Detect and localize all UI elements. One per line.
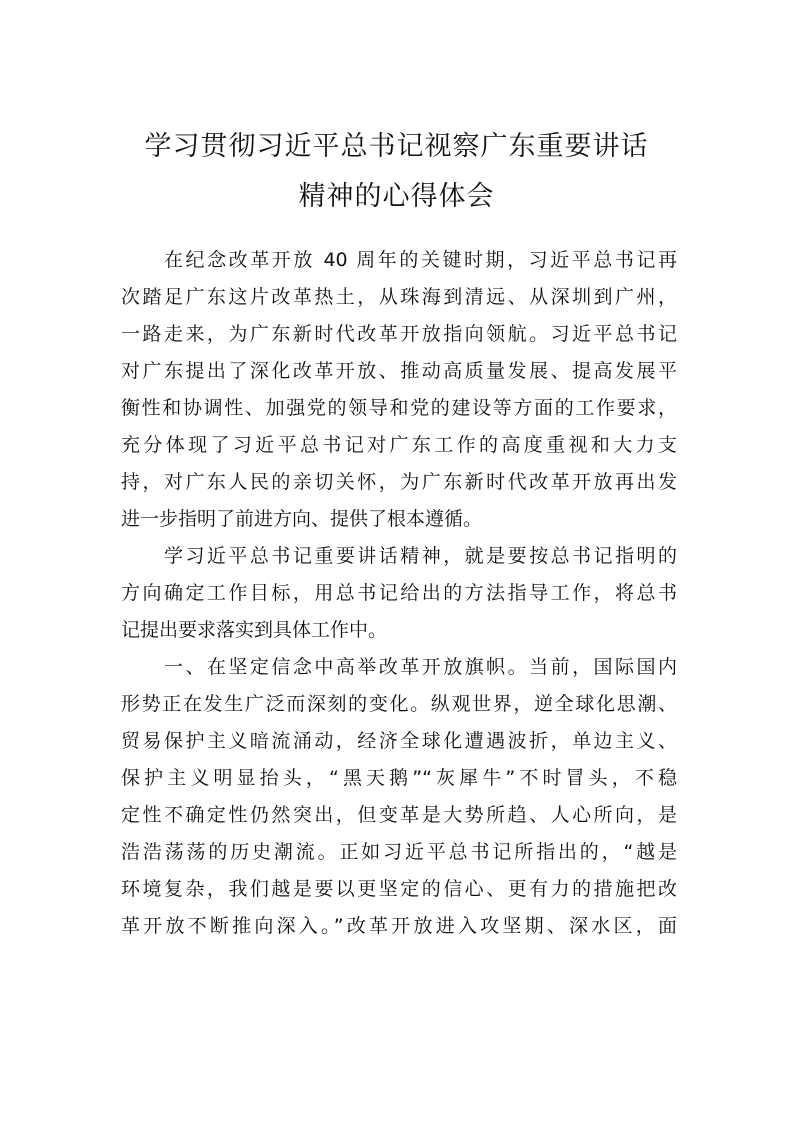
text-line: 贸易保护主义暗流涌动，经济全球化遭遇波折，单边主义、 xyxy=(121,730,677,752)
text-line: 形势正在发生广泛而深刻的变化。纵观世界，逆全球化思潮、 xyxy=(121,693,677,715)
text-line: 衡性和协调性、加强党的领导和党的建设等方面的工作要求， xyxy=(121,397,677,419)
text-line: 浩浩荡荡的历史潮流。正如习近平总书记所指出的，“越是 xyxy=(121,841,677,863)
text-line: 记提出要求落实到具体工作中。 xyxy=(121,619,388,641)
text-line: 保护主义明显抬头，“黑天鹅”“灰犀牛”不时冒头，不稳 xyxy=(121,767,677,789)
text-line: 一、在坚定信念中高举改革开放旗帜。当前，国际国内 xyxy=(164,656,677,678)
text-line: 一路走来，为广东新时代改革开放指向领航。习近平总书记 xyxy=(121,323,677,345)
text-line: 定性不确定性仍然突出，但变革是大势所趋、人心所向，是 xyxy=(121,804,677,826)
title-line-2: 精神的心得体会 xyxy=(298,181,495,212)
text-line: 方向确定工作目标，用总书记给出的方法指导工作，将总书 xyxy=(121,582,677,604)
text-line: 进一步指明了前进方向、提供了根本遵循。 xyxy=(121,508,483,530)
text-line: 充分体现了习近平总书记对广东工作的高度重视和大力支 xyxy=(121,434,677,456)
text-line: 持，对广东人民的亲切关怀，为广东新时代改革开放再出发 xyxy=(121,471,677,493)
paragraph-3 xyxy=(121,649,677,945)
text-line: 学习近平总书记重要讲话精神，就是要按总书记指明的 xyxy=(164,545,677,567)
text-line: 环境复杂，我们越是要以更坚定的信心、更有力的措施把改 xyxy=(121,878,677,900)
paragraph-1 xyxy=(121,242,677,538)
paragraph-2 xyxy=(121,538,677,649)
document-body xyxy=(121,242,677,945)
title-line-1: 学习贯彻习近平总书记视察广东重要讲话 xyxy=(144,131,649,162)
text-line: 在纪念改革开放 40 周年的关键时期，习近平总书记再 xyxy=(164,249,677,271)
text-line: 次踏足广东这片改革热土，从珠海到清远、从深圳到广州， xyxy=(121,286,677,308)
text-line: 对广东提出了深化改革开放、推动高质量发展、提高发展平 xyxy=(121,360,677,382)
document-title xyxy=(100,122,693,222)
text-line: 革开放不断推向深入。”改革开放进入攻坚期、深水区，面 xyxy=(121,915,677,937)
